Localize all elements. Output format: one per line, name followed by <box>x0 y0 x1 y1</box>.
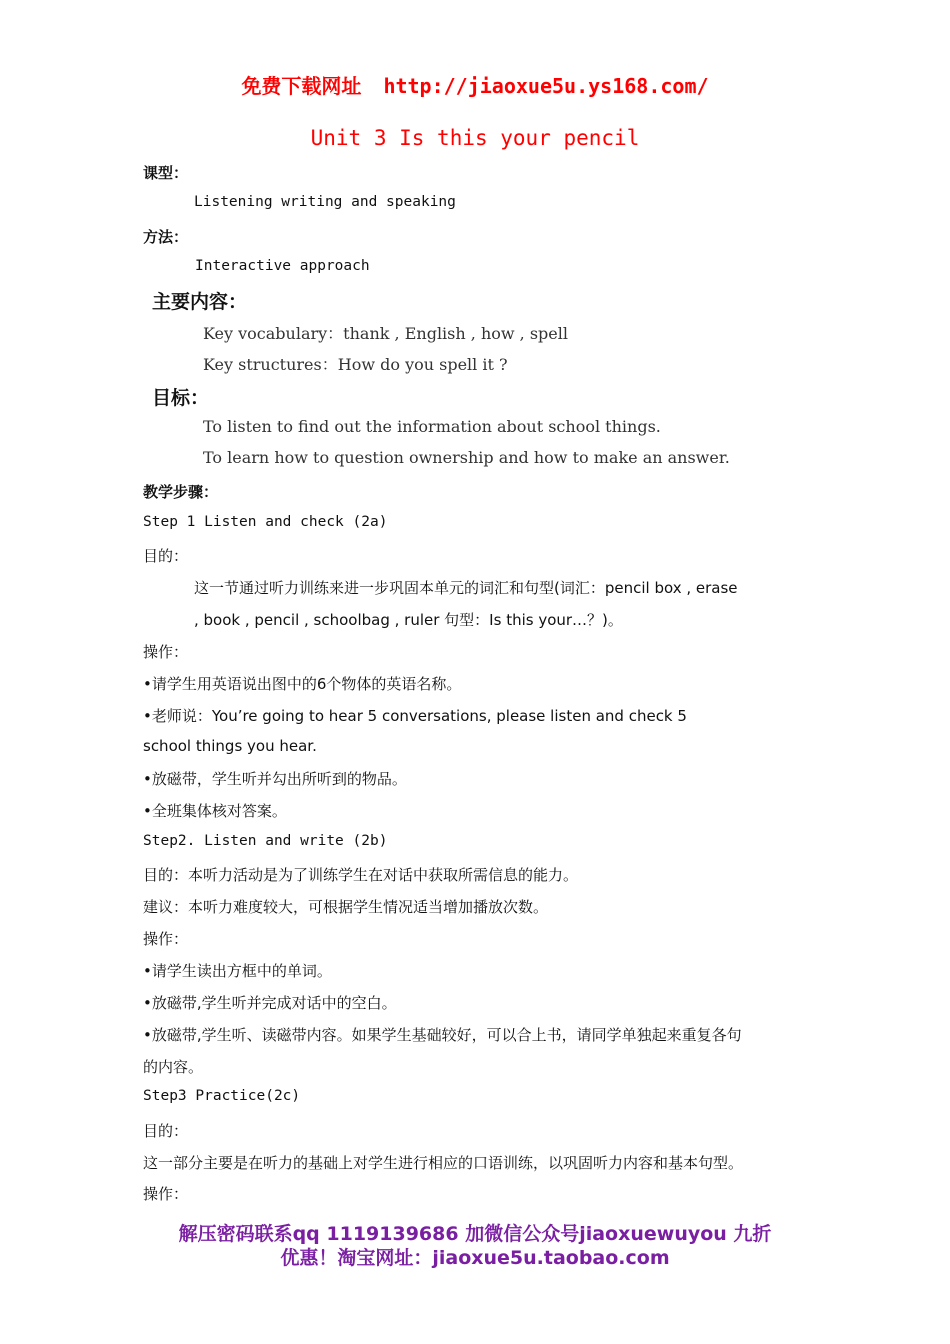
step1-ops-label: 操作： <box>143 643 189 661</box>
key-vocabulary: Key vocabulary：thank , English , how , spell <box>203 324 568 343</box>
step1-op: •请学生用英语说出图中的6个物体的英语名称。 <box>143 675 462 693</box>
page-header <box>0 70 950 99</box>
step1-purpose-text: , book , pencil , schoolbag , ruler 句型：Is this your…？)。 <box>194 611 623 629</box>
step3-purpose-label: 目的： <box>143 1122 189 1140</box>
step2-title: Step2. Listen and write (2b) <box>143 833 388 849</box>
goal-item: To listen to find out the information about school things. <box>203 417 661 436</box>
step3-purpose-text: 这一部分主要是在听力的基础上对学生进行相应的口语训练，以巩固听力内容和基本句型。 <box>143 1154 744 1172</box>
key-structures: Key structures：How do you spell it ? <box>203 355 508 374</box>
step1-op: •放磁带，学生听并勾出所听到的物品。 <box>143 770 407 788</box>
step2-op: •请学生读出方框中的单词。 <box>143 962 332 980</box>
step3-ops-label: 操作： <box>143 1185 189 1203</box>
step2-ops-label: 操作： <box>143 930 189 948</box>
step1-title: Step 1 Listen and check (2a) <box>143 514 388 530</box>
step2-op: •放磁带,学生听并完成对话中的空白。 <box>143 994 397 1012</box>
header-label: 免费下载网址 <box>241 76 362 98</box>
steps-label: 教学步骤： <box>143 483 219 501</box>
step3-title: Step3 Practice(2c) <box>143 1088 301 1104</box>
step1-purpose-label: 目的： <box>143 547 189 565</box>
goal-label: 目标： <box>152 387 210 409</box>
step1-purpose-text: 这一节通过听力训练来进一步巩固本单元的词汇和句型(词汇：pencil box , erase <box>194 579 738 597</box>
step1-op: school things you hear. <box>143 737 317 755</box>
lesson-type-value: Listening writing and speaking <box>194 194 456 210</box>
step1-op: •老师说：You’re going to hear 5 conversations, please listen and check 5 <box>143 707 687 725</box>
document-title: Unit 3 Is this your pencil <box>310 126 640 150</box>
footer-line: 解压密码联系qq 1119139686 加微信公众号jiaoxuewuyou 九折 <box>178 1223 772 1245</box>
content-label: 主要内容： <box>152 291 248 313</box>
step1-op: •全班集体核对答案。 <box>143 802 287 820</box>
footer-line: 优惠！淘宝网址：jiaoxue5u.taobao.com <box>280 1247 670 1269</box>
method-value: Interactive approach <box>195 258 370 274</box>
lesson-type-label: 课型： <box>143 164 189 182</box>
step2-purpose: 目的：本听力活动是为了训练学生在对话中获取所需信息的能力。 <box>143 866 579 884</box>
goal-item: To learn how to question ownership and how to make an answer. <box>203 448 730 467</box>
step2-suggestion: 建议：本听力难度较大，可根据学生情况适当增加播放次数。 <box>143 898 549 916</box>
step2-op: •放磁带,学生听、读磁带内容。如果学生基础较好，可以合上书，请同学单独起来重复各句 <box>143 1026 742 1044</box>
method-label: 方法： <box>143 228 189 246</box>
header-url-link[interactable]: http://jiaoxue5u.ys168.com/ <box>383 74 709 98</box>
step2-op: 的内容。 <box>143 1058 204 1076</box>
